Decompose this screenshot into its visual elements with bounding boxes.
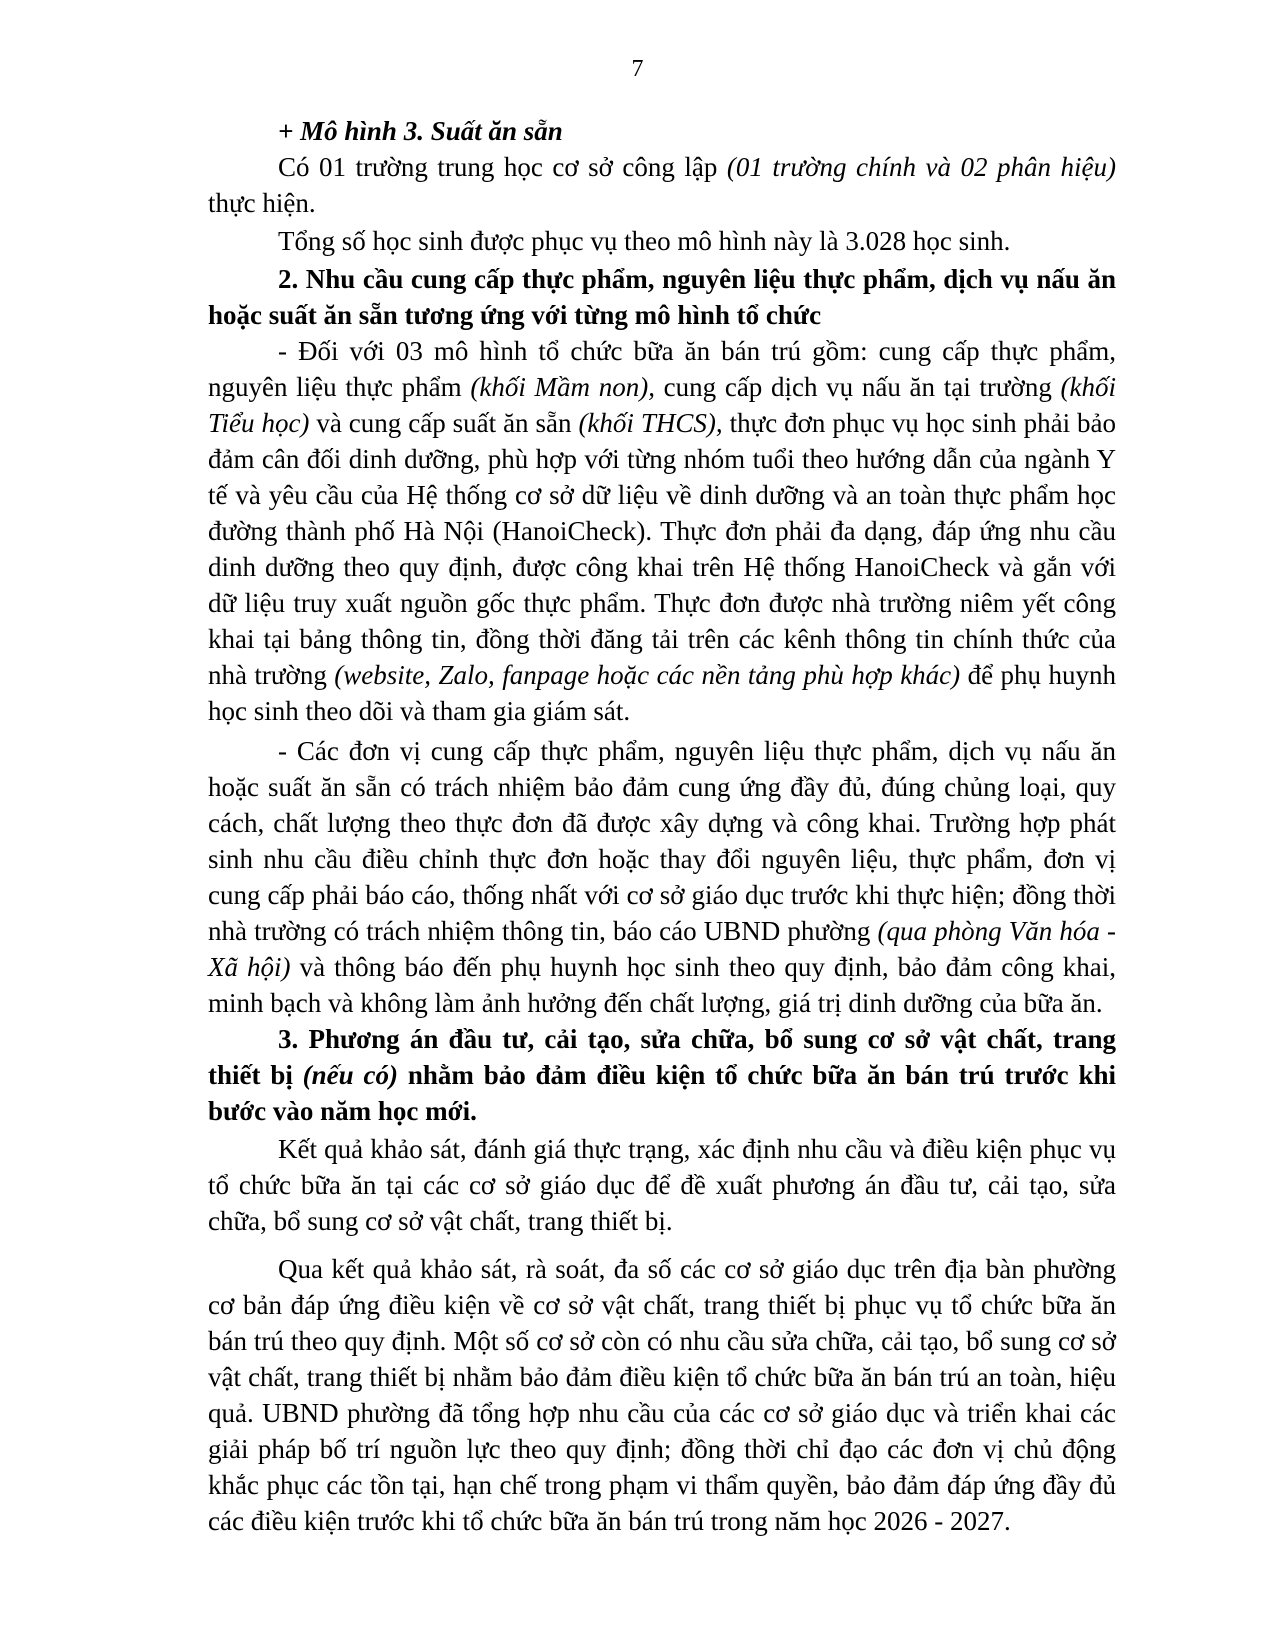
section3-heading-text-a: 3. Phương án đầu tư, cải tạo, sửa chữa, bổ sung cơ sở vật chất, trang thiết bị <box>208 1024 1116 1090</box>
section2-p1-text-i: để phụ huynh học sinh theo dõi và tham gia giám sát. <box>208 660 1116 726</box>
section3-heading-italic: (nếu có) <box>302 1060 398 1090</box>
model3-p1-italic: (01 trường chính và 02 phân hiệu) <box>726 152 1116 182</box>
section2-p2-text-a: - Các đơn vị cung cấp thực phẩm, nguyên liệu thực phẩm, dịch vụ nấu ăn hoặc suất ăn sẵn có trách nhiệm bảo đảm cung ứng đầy đủ, đúng chủng loại, quy cách, chất lượng theo thực đơn đã được xây dựng và công khai. Trường hợp phát sinh nhu cầu điều chỉnh thực đơn hoặc thay đổi nguyên liệu, thực phẩm, đơn vị cung cấp phải báo cáo, thống nhất với cơ sở giáo dục trước khi thực hiện; đồng thời nhà trường có trách nhiệm thông tin, báo cáo UBND phường <box>208 736 1116 946</box>
section3-paragraph-2: Qua kết quả khảo sát, rà soát, đa số các cơ sở giáo dục trên địa bàn phường cơ bản đáp ứng điều kiện về cơ sở vật chất, trang thiết bị phục vụ tổ chức bữa ăn bán trú theo quy định. Một số cơ sở còn có nhu cầu sửa chữa, cải tạo, bổ sung cơ sở vật chất, trang thiết bị nhằm bảo đảm điều kiện tổ chức bữa ăn bán trú an toàn, hiệu quả. UBND phường đã tổng hợp nhu cầu của các cơ sở giáo dục và triển khai các giải pháp bố trí nguồn lực theo quy định; đồng thời chỉ đạo các đơn vị chủ động khắc phục các tồn tại, hạn chế trong phạm vi thẩm quyền, bảo đảm đáp ứng đầy đủ các điều kiện trước khi tổ chức bữa ăn bán trú trong năm học 2026 - 2027. <box>208 1254 1116 1536</box>
section2-p1-text-a: - Đối với 03 mô hình tổ chức bữa ăn bán trú gồm: cung cấp thực phẩm, nguyên liệu thực phẩm <box>208 336 1116 402</box>
section2-p1-text-e: và cung cấp suất ăn sẵn <box>309 408 579 438</box>
section2-p1-text-g: thực đơn phục vụ học sinh phải bảo đảm cân đối dinh dưỡng, phù hợp với từng nhóm tuổi theo hướng dẫn của ngành Y tế và yêu cầu của Hệ thống cơ sở dữ liệu về dinh dưỡng và an toàn thực phẩm học đường thành phố Hà Nội (HanoiCheck). Thực đơn phải đa dạng, đáp ứng nhu cầu dinh dưỡng theo quy định, được công khai trên Hệ thống HanoiCheck và gắn với dữ liệu truy xuất nguồn gốc thực phẩm. Thực đơn được nhà trường niêm yết công khai tại bảng thông tin, đồng thời đăng tải trên các kênh thông tin chính thức của nhà trường <box>208 408 1116 690</box>
section2-paragraph-1 <box>208 333 1116 729</box>
section2-p2-text-c: và thông báo đến phụ huynh học sinh theo quy định, bảo đảm công khai, minh bạch và không làm ảnh hưởng đến chất lượng, giá trị dinh dưỡng của bữa ăn. <box>208 952 1116 1018</box>
section3-paragraph-1: Kết quả khảo sát, đánh giá thực trạng, xác định nhu cầu và điều kiện phục vụ tổ chức bữa ăn tại các cơ sở giáo dục để đề xuất phương án đầu tư, cải tạo, sửa chữa, bổ sung cơ sở vật chất, trang thiết bị. <box>208 1134 1116 1236</box>
section3-heading <box>208 1021 1116 1129</box>
document-body <box>208 113 1116 1539</box>
section2-p1-text-c: cung cấp dịch vụ nấu ăn tại trường <box>654 372 1061 402</box>
section2-paragraph-2 <box>208 733 1116 1021</box>
section2-p1-italic-f: (khối THCS), <box>578 408 723 438</box>
section3-heading-text-c: nhằm bảo đảm điều kiện tổ chức bữa ăn bán trú trước khi bước vào năm học mới. <box>208 1060 1116 1126</box>
model3-paragraph-schools <box>208 149 1116 221</box>
section2-p1-italic-h: (website, Zalo, fanpage hoặc các nền tảng phù hợp khác) <box>334 660 961 690</box>
model3-p1-end: thực hiện. <box>208 188 316 218</box>
section2-p1-italic-d: (khối Tiểu học) <box>208 372 1117 438</box>
model3-p1-text: Có 01 trường trung học cơ sở công lập <box>278 152 727 182</box>
section2-p2-italic-b: (qua phòng Văn hóa - Xã hội) <box>208 916 1116 982</box>
model3-heading: + Mô hình 3. Suất ăn sẵn <box>278 116 563 146</box>
model3-paragraph-students: Tổng số học sinh được phục vụ theo mô hình này là 3.028 học sinh. <box>278 226 1011 256</box>
section2-heading: 2. Nhu cầu cung cấp thực phẩm, nguyên liệu thực phẩm, dịch vụ nấu ăn hoặc suất ăn sẵn tương ứng với từng mô hình tổ chức <box>208 264 1116 330</box>
page-number: 7 <box>631 56 644 82</box>
section2-p1-italic-b: (khối Mầm non), <box>470 372 655 402</box>
